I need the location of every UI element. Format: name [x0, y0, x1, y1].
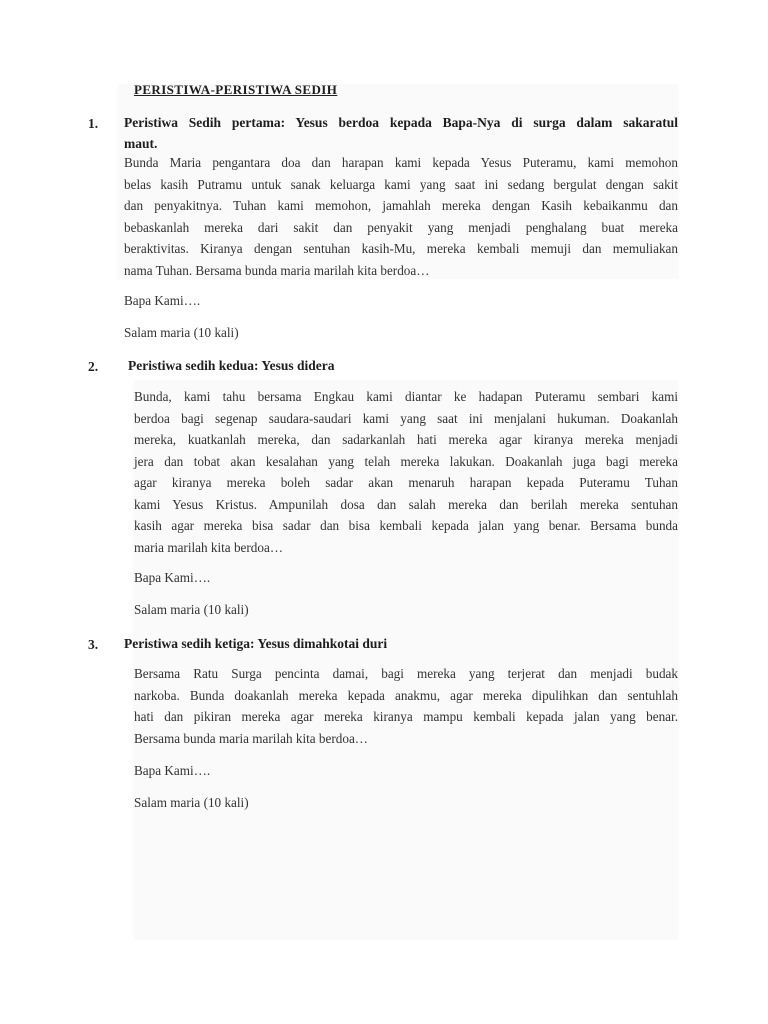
- section-1-heading-line1: Peristiwa Sedih pertama: Yesus berdoa kepada Bapa-Nya di surga dalam sakaratul: [124, 115, 678, 130]
- paragraph-line: mereka, kuatkanlah mereka, dan sadarkanlah hati mereka agar kiranya mereka menjadi: [134, 432, 678, 447]
- paragraph-line: hati dan pikiran mereka agar mereka kiranya mampu kembali kepada jalan yang benar.: [134, 709, 678, 724]
- paragraph-line: Bersama bunda maria marilah kita berdoa…: [134, 730, 368, 746]
- section-3-salam-maria: Salam maria (10 kali): [134, 795, 249, 810]
- section-1-heading-line2: maut.: [124, 136, 158, 151]
- section-3-heading: Peristiwa sedih ketiga: Yesus dimahkotai duri: [124, 636, 388, 651]
- paragraph-line: kasih agar mereka bisa sadar dan bisa kembali kepada jalan yang benar. Bersama bunda: [134, 518, 678, 533]
- paragraph-line: narkoba. Bunda doakanlah mereka kepada anakmu, agar mereka dipulihkan dan sentuhlah: [134, 687, 678, 703]
- section-2-bapa-kami: Bapa Kami….: [134, 570, 211, 585]
- section-1-number: 1.: [88, 116, 99, 131]
- paragraph-line: maria marilah kita berdoa…: [134, 539, 284, 555]
- section-2-number: 2.: [88, 359, 99, 374]
- paragraph-line: belas kasih Putramu untuk sanak keluarga kami yang saat ini sedang bergulat dengan sakit: [124, 176, 678, 192]
- paragraph-line: nama Tuhan. Bersama bunda maria marilah kita berdoa…: [124, 262, 430, 278]
- section-2-heading: Peristiwa sedih kedua: Yesus didera: [128, 358, 335, 373]
- section-3-number: 3.: [88, 637, 99, 652]
- document-title: PERISTIWA-PERISTIWA SEDIH: [134, 82, 338, 97]
- section-1-paragraph: [124, 152, 678, 281]
- paragraph-line: berdoa bagi segenap saudara-saudari kami yang saat ini menjalani hukuman. Doakanlah: [134, 410, 678, 426]
- section-3-bapa-kami: Bapa Kami….: [134, 763, 211, 778]
- paragraph-line: bebaskanlah mereka dari sakit dan penyakit yang menjadi penghalang buat mereka: [124, 219, 678, 235]
- section-1-salam-maria: Salam maria (10 kali): [124, 325, 239, 340]
- paragraph-line: agar kiranya mereka boleh sadar akan menaruh harapan kepada Puteramu Tuhan: [134, 475, 678, 490]
- paragraph-line: jera dan tobat akan kesalahan yang telah mereka lakukan. Doakanlah juga bagi mereka: [134, 453, 678, 469]
- paragraph-line: kami Yesus Kristus. Ampunilah dosa dan salah mereka dan berilah mereka sentuhan: [134, 496, 678, 512]
- section-3-paragraph: [134, 663, 678, 749]
- section-1-bapa-kami: Bapa Kami….: [124, 293, 201, 308]
- paragraph-line: Bersama Ratu Surga pencinta damai, bagi mereka yang terjerat dan menjadi budak: [134, 666, 678, 681]
- paragraph-line: Bunda, kami tahu bersama Engkau kami diantar ke hadapan Puteramu sembari kami: [134, 389, 678, 404]
- paragraph-line: Bunda Maria pengantara doa dan harapan kami kepada Yesus Puteramu, kami memohon: [124, 155, 678, 170]
- paragraph-line: beraktivitas. Kiranya dengan sentuhan kasih-Mu, mereka kembali memuji dan memuliakan: [124, 241, 678, 256]
- section-2-paragraph: [134, 386, 678, 558]
- paragraph-line: dan penyakitnya. Tuhan kami memohon, jamahlah mereka dengan Kasih kebaikanmu dan: [124, 198, 678, 213]
- section-2-salam-maria: Salam maria (10 kali): [134, 602, 249, 617]
